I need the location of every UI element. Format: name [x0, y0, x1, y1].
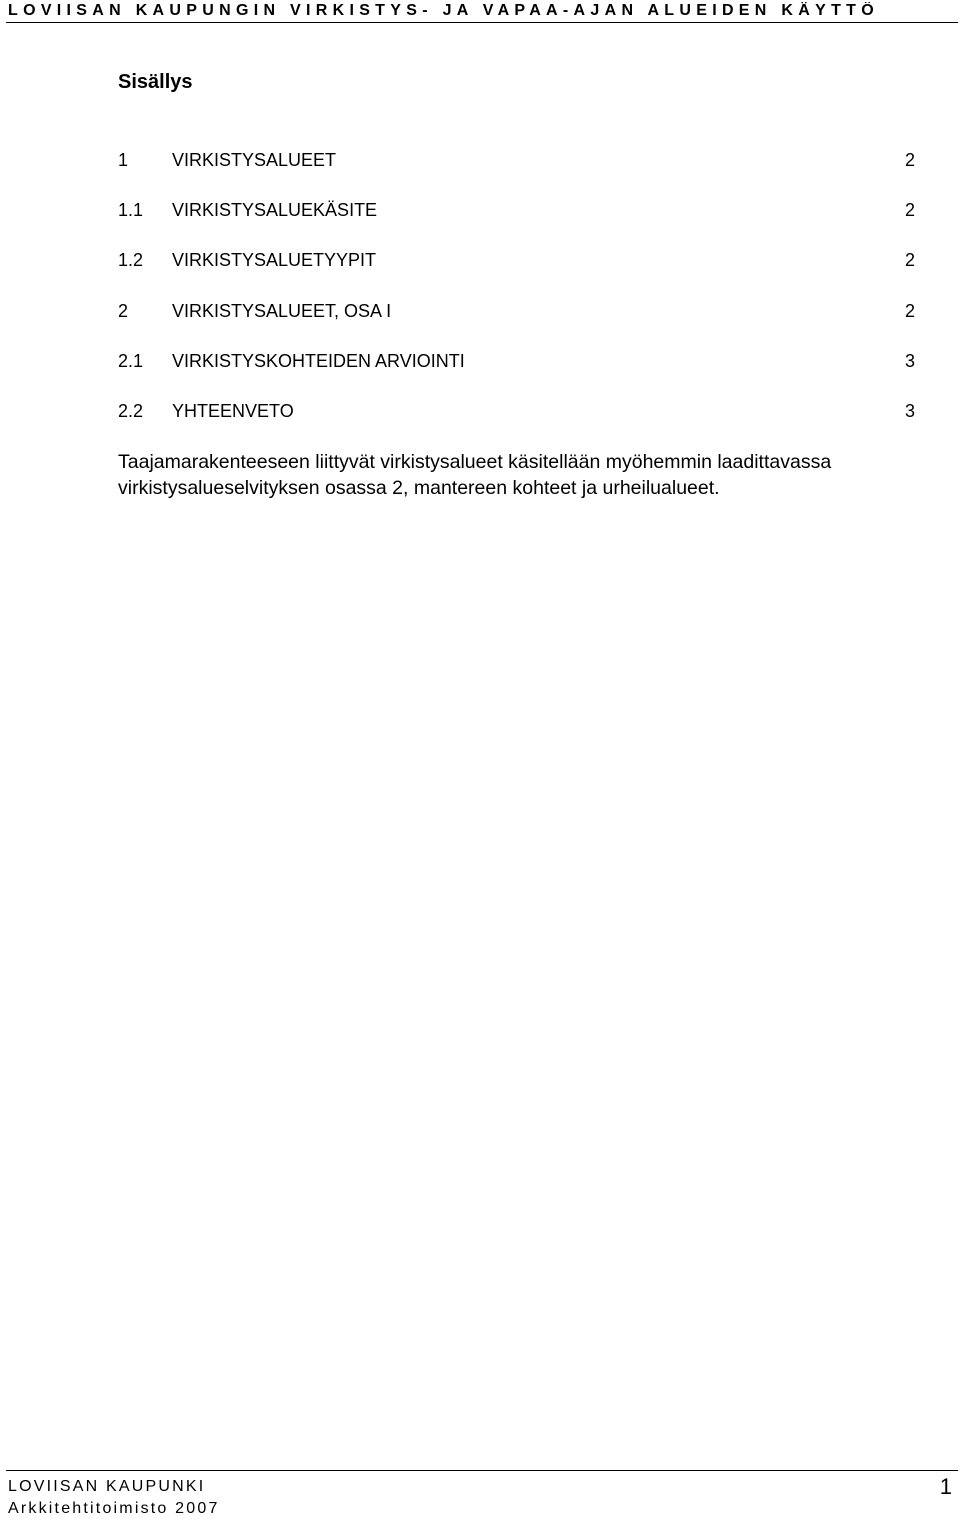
toc-entry-number: 1: [118, 150, 129, 170]
toc-entry[interactable]: [118, 349, 915, 399]
toc-entry-page: 2: [904, 200, 915, 221]
table-of-contents: [118, 148, 915, 449]
toc-entry-page: 2: [904, 150, 915, 170]
footer-divider: [6, 1470, 958, 1471]
toc-entry-page: 2: [904, 250, 915, 271]
toc-entry-title: VIRKISTYSALUEET: [172, 150, 337, 170]
toc-entry-title: VIRKISTYSALUEET, OSA I: [172, 300, 392, 321]
toc-heading: Sisällys: [118, 71, 193, 93]
toc-entry-title: VIRKISTYSKOHTEIDEN ARVIOINTI: [172, 350, 465, 371]
toc-entry-number: 1.1: [118, 200, 144, 221]
footer-organization: LOVIISAN KAUPUNKI: [8, 1478, 206, 1495]
footer-department: Arkkitehtitoimisto 2007: [8, 1500, 220, 1517]
toc-entry-page: 2: [904, 300, 915, 321]
toc-entry-page: 3: [904, 350, 915, 371]
toc-entry-number: 2.2: [118, 400, 144, 421]
toc-entry-title: YHTEENVETO: [172, 400, 294, 421]
toc-entry[interactable]: [118, 299, 915, 349]
toc-entry-number: 2.1: [118, 350, 144, 371]
running-header-title: LOVIISAN KAUPUNGIN VIRKISTYS- JA VAPAA-AJAN ALUEIDEN KÄYTTÖ: [8, 2, 879, 19]
toc-entry-title: VIRKISTYSALUETYYPIT: [172, 250, 377, 271]
header-divider: [6, 22, 958, 23]
toc-entry-page: 3: [904, 400, 915, 421]
toc-entry[interactable]: [118, 399, 915, 449]
toc-entry[interactable]: [118, 248, 915, 298]
toc-entry-title: VIRKISTYSALUEKÄSITE: [172, 200, 378, 221]
toc-entry-number: 2: [118, 300, 129, 321]
page-number: 1: [939, 1474, 952, 1499]
toc-entry[interactable]: [118, 198, 915, 248]
toc-entry-number: 1.2: [118, 250, 144, 271]
toc-entry[interactable]: [118, 148, 915, 198]
intro-paragraph: Taajamarakenteeseen liittyvät virkistysalueet käsitellään myöhemmin laadittavassa virkistysalueselvityksen osassa 2, mantereen kohteet ja urheilualueet.: [118, 451, 832, 499]
